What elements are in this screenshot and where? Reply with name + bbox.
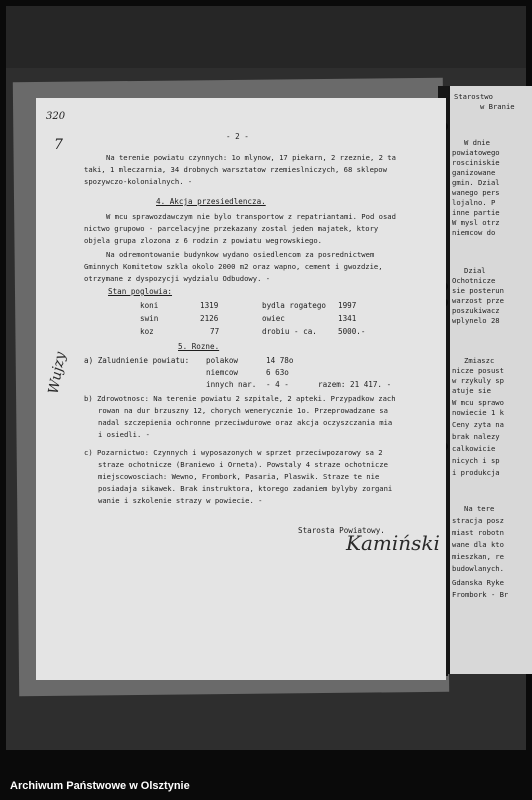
document-page [36, 98, 446, 680]
paragraph-line: Na terenie powiatu czynnych: 1o mlynow, 17 piekarn, 2 rzeznie, 2 ta [106, 153, 396, 162]
next-page-line: Frombork - Br [452, 590, 509, 599]
next-page-line: w rzykuly sp [452, 376, 504, 385]
paragraph-line: objela grupa zlozona z 6 rodzin z powiatu wegrowskiego. [84, 236, 322, 245]
next-page-line: niemcow do [452, 228, 496, 237]
next-page-line: nicych i sp [452, 456, 500, 465]
population-value: 14 78o [266, 356, 294, 365]
livestock-name: bydla rogatego [262, 301, 327, 310]
archive-footer: Archiwum Państwowe w Olsztynie [0, 776, 532, 800]
health-line: nadal szczepienia ochronne przeciwdurowe oraz akcja oczyszczania mia [98, 418, 393, 427]
livestock-name: owiec [262, 314, 285, 323]
next-page-line: Ceny zyta na [452, 420, 504, 429]
fire-line: posiadaja sikawek. Brak instruktora, ktorego zadaniem bylyby zorgani [98, 484, 393, 493]
health-line: rowan na dur brzuszny 12, chorych wenerycznie 1o. Przeprowadzane sa [98, 406, 388, 415]
paragraph-line: Gminnych Komitetow szkla okolo 2000 m2 oraz wapno, cement i gwozdzie, [84, 262, 383, 271]
livestock-value: 2126 [200, 314, 219, 323]
next-page-line: W mcu sprawo [452, 398, 504, 407]
next-page-line: inne partie [452, 208, 500, 217]
paragraph-line: spozywczo-kolonialnych. - [84, 177, 193, 186]
population-name: innych nar. [206, 380, 257, 389]
margin-number: 7 [54, 137, 63, 153]
livestock-value: 77 [210, 327, 220, 336]
livestock-value: 1319 [200, 301, 219, 310]
population-name: niemcow [206, 368, 239, 377]
next-page-line: Starostwo [454, 92, 493, 101]
next-page-line: nowiecie 1 k [452, 408, 504, 417]
health-line: i osiedli. - [98, 430, 150, 439]
section-heading: 4. Akcja przesiedlencza. [156, 197, 266, 206]
livestock-value: 1341 [338, 314, 357, 323]
next-page-line: W mysl otrz [452, 218, 500, 227]
next-page [448, 86, 532, 674]
handwritten-signature: Kamiński [346, 531, 440, 555]
paragraph-line: taki, 1 mleczarnia, 34 drobnych warsztatow rzemieslniczych, 68 sklepow [84, 165, 387, 174]
next-page-line: Ochotnicze [452, 276, 496, 285]
next-page-line: ganizowane [452, 168, 496, 177]
next-page-line: wane dla kto [452, 540, 504, 549]
signature-title: Starosta Powiatowy. [298, 526, 385, 535]
next-page-line: i produkcja [452, 468, 500, 477]
next-page-line: w Branie [480, 102, 515, 111]
next-page-line: calkowicie [452, 444, 496, 453]
next-page-line: rosciniskie [452, 158, 500, 167]
population-total: razem: 21 417. - [318, 380, 392, 389]
next-page-line: lojalno. P [452, 198, 496, 207]
livestock-value: 5000.- [338, 327, 366, 336]
paragraph-line: otrzymane z dyspozycji wydzialu Odbudowy. - [84, 274, 271, 283]
next-page-line: warzost prze [452, 296, 504, 305]
next-page-line: poszukiwacz [452, 306, 500, 315]
livestock-value: 1997 [338, 301, 357, 310]
livestock-name: koni [140, 301, 159, 310]
archive-number: 320 [46, 111, 66, 122]
page-number: - 2 - [226, 132, 249, 141]
next-page-line: budowlanych. [452, 564, 504, 573]
paragraph-line: W mcu sprawozdawczym nie bylo transportow z repatriantami. Pod osad [106, 212, 396, 221]
livestock-name: swin [140, 314, 159, 323]
paragraph-line: nictwo grupowo - parcelacyjne przekazany zostal jeden majatek, ktory [84, 224, 379, 233]
margin-signature: Wujzy [45, 350, 69, 396]
next-page-line: miast robotn [452, 528, 504, 537]
next-page-line: mieszkan, re [452, 552, 504, 561]
population-value: - 4 - [266, 380, 289, 389]
livestock-label: Stan poglowia: [108, 287, 173, 296]
health-line: b) Zdrowotnosc: Na terenie powiatu 2 szpitale, 2 apteki. Przypadkow zach [84, 394, 396, 403]
fire-line: miejscowosciach: Wewno, Frombork, Pasaria, Plaswik. Straze te nie [98, 472, 380, 481]
fire-line: straze ochotnicze (Braniewo i Orneta). Powstaly 4 straze ochotnicze [98, 460, 388, 469]
population-value: 6 63o [266, 368, 289, 377]
next-page-line: powiatowego [452, 148, 500, 157]
next-page-line: Gdanska Ryke [452, 578, 504, 587]
livestock-name: koz [140, 327, 154, 336]
next-page-line: atuje sie [452, 386, 491, 395]
next-page-line: sie posterun [452, 286, 504, 295]
section-heading: 5. Rozne. [178, 342, 220, 351]
livestock-name: drobiu - ca. [262, 327, 317, 336]
next-page-line: W dnie [464, 138, 490, 147]
next-page-line: Na tere [464, 504, 495, 513]
next-page-line: stracja posz [452, 516, 504, 525]
next-page-line: Zmiaszc [464, 356, 495, 365]
next-page-line: Dzial [464, 266, 486, 275]
next-page-line: nicze posust [452, 366, 504, 375]
population-name: polakow [206, 356, 239, 365]
population-label: a) Zaludnienie powiatu: [84, 356, 190, 365]
table-surface [6, 6, 526, 68]
next-page-line: wplynelo 28 [452, 316, 500, 325]
next-page-line: wanego pers [452, 188, 500, 197]
paragraph-line: Na odremontowanie budynkow wydano osiedlencom za posrednictwem [106, 250, 375, 259]
next-page-line: gmin. Dzial [452, 178, 500, 187]
fire-line: c) Pozarnictwo: Czynnych i wyposazonych w sprzet przeciwpozarowy sa 2 [84, 448, 383, 457]
next-page-line: brak nalezy [452, 432, 500, 441]
fire-line: wanie i szkolenie strazy w powiecie. - [98, 496, 263, 505]
